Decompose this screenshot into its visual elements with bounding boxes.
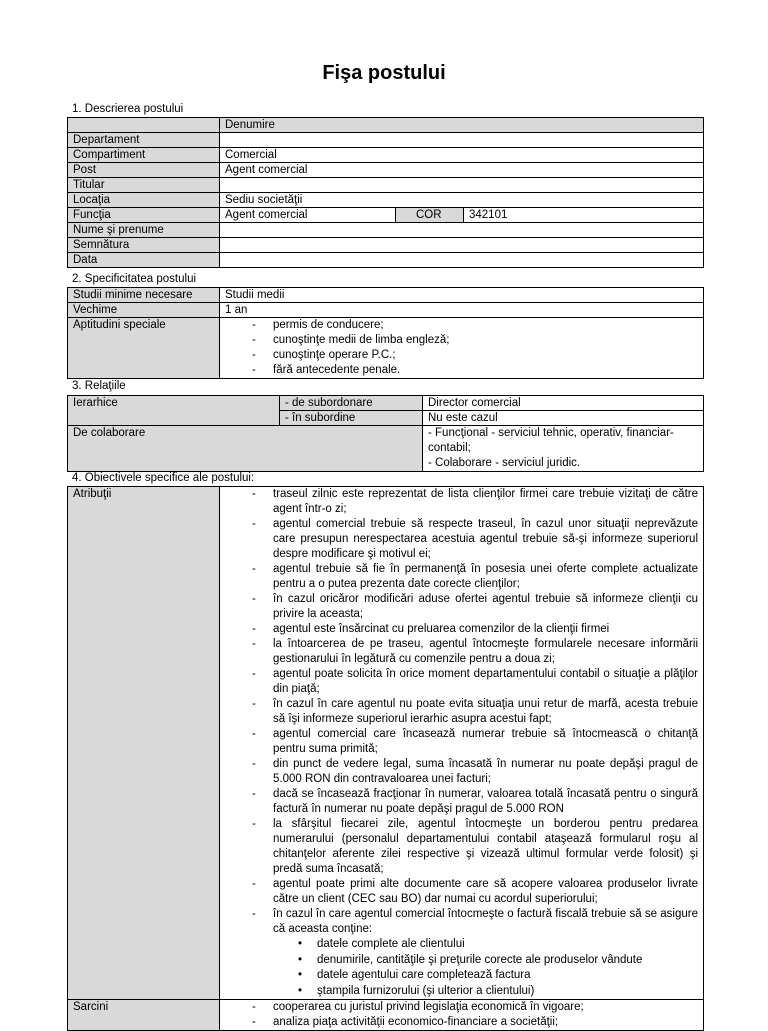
job-description-table	[67, 117, 704, 268]
list-item: - din punct de vedere legal, suma încasată în numerar nu poate depăşi pragul de 5.000 RON din contravaloarea unei facturi;	[225, 757, 698, 787]
studii-value: Studii medii	[220, 288, 704, 303]
row-label: Compartiment	[68, 148, 220, 163]
aptitudini-list	[225, 318, 698, 378]
list-item: - agentul trebuie să fie în permanenţă în posesia unei oferte complete actualizate pentru a o putea prezenta date corecte clienţilor;	[225, 562, 698, 592]
list-item: - agentul este însărcinat cu preluarea comenzilor de la clienţii firmei	[225, 622, 698, 637]
row-value: Comercial	[220, 148, 704, 163]
vechime-label: Vechime	[68, 303, 220, 318]
atributii-list	[225, 487, 698, 937]
row-label: Nume şi prenume	[68, 223, 220, 238]
factura-bullets	[225, 937, 698, 999]
row-value: Sediu societăţii	[220, 193, 704, 208]
row-label: Titular	[68, 178, 220, 193]
vechime-value: 1 an	[220, 303, 704, 318]
ierarhice-label: Ierarhice	[68, 396, 280, 426]
functia-label: Funcţia	[68, 208, 220, 223]
list-item: - în cazul oricăror modificări aduse ofertei agentul trebuie să informeze clienţii cu privire la aceasta;	[225, 592, 698, 622]
header-blank-cell	[68, 118, 220, 133]
cor-value: 342101	[464, 208, 704, 223]
row-label: Locaţia	[68, 193, 220, 208]
list-item: - agentul poate solicita în orice moment departamentului contabil o situaţie a plăţilor din piaţă;	[225, 667, 698, 697]
bullet-item: • datele agentului care completează factura	[225, 968, 698, 984]
section-1-heading: 1. Descrierea postului	[72, 103, 184, 115]
subordonare-label: - de subordonare	[280, 396, 423, 411]
list-item: - agentul comercial care încasează numerar trebuie să întocmească o chitanţă pentru suma primită;	[225, 727, 698, 757]
list-item: - în cazul în care agentul nu poate evita situaţia unui retur de marfă, acesta trebuie să îşi informeze superiorul ierarhic asupra acestui fapt;	[225, 697, 698, 727]
list-item: - cunoştinţe operare P.C.;	[225, 348, 698, 363]
row-value	[220, 223, 704, 238]
row-label: Semnătura	[68, 238, 220, 253]
list-item: - traseul zilnic este reprezentat de lista clienţilor firmei care trebuie vizitaţi de către agent într-o zi;	[225, 487, 698, 517]
page-title: Fişa postului	[322, 62, 446, 84]
objectives-table	[67, 486, 704, 1031]
row-label: Data	[68, 253, 220, 268]
row-value	[220, 133, 704, 148]
list-item: - agentul poate primi alte documente care să acopere valoarea produselor livrate către un client (CEC sau BO) dar numai cu acordul superiorului;	[225, 877, 698, 907]
functia-value: Agent comercial	[220, 208, 396, 223]
list-item: - cunoştinţe medii de limba engleză;	[225, 333, 698, 348]
atributii-label: Atribuţii	[68, 487, 220, 1000]
bullet-item: • ştampila furnizorului (şi ulterior a clientului)	[225, 984, 698, 1000]
list-item: - analiza piaţa activităţii economico-financiare a societăţii;	[225, 1015, 698, 1030]
in-subordine-value: Nu este cazul	[423, 411, 704, 426]
subordonare-value: Director comercial	[423, 396, 704, 411]
aptitudini-label: Aptitudini speciale	[68, 318, 220, 379]
list-item: - dacă se încasează fracţionar în numerar, valoarea totală încasată pentru o singură factură în numerar nu poate depăşi pragul de 5.000 RON	[225, 787, 698, 817]
list-item: - la întoarcerea de pe traseu, agentul întocmeşte formularele necesare informării gestionarului în legătură cu comenzile pentru a doua zi;	[225, 637, 698, 667]
specifications-table	[67, 287, 704, 379]
colaborare-line: - Colaborare - serviciul juridic.	[428, 457, 581, 469]
list-item: - fără antecedente penale.	[225, 363, 698, 378]
sarcini-list	[225, 1000, 698, 1030]
list-item: - la sfârşitul fiecarei zile, agentul întocmeşte un borderou pentru predarea numerarului (personalul departamentului contabil ataşează formularul roşu al chitanţelor aferente zilei respective şi vizează ultimul formular verde folosit) şi predă suma încasată;	[225, 817, 698, 877]
cor-label: COR	[396, 208, 464, 223]
list-item: - agentul comercial trebuie să respecte traseul, în cazul unor situaţii neprevăzute care presupun nerespectarea acestuia agentul trebuie să-şi informeze superiorul despre modificare şi motivul ei;	[225, 517, 698, 562]
list-item: - permis de conducere;	[225, 318, 698, 333]
list-item: - cooperarea cu juristul privind legislaţia economică în vigoare;	[225, 1000, 698, 1015]
colaborare-line: - Funcţional - serviciul tehnic, operativ, financiar-contabil;	[428, 427, 674, 454]
relations-table	[67, 395, 704, 472]
row-label: Departament	[68, 133, 220, 148]
colaborare-label: De colaborare	[68, 426, 423, 472]
section-4-heading: 4. Obiectivele specifice ale postului:	[72, 472, 255, 484]
bullet-item: • datele complete ale clientului	[225, 937, 698, 953]
section-2-heading: 2. Specificitatea postului	[72, 273, 197, 285]
row-value: Agent comercial	[220, 163, 704, 178]
in-subordine-label: - în subordine	[280, 411, 423, 426]
row-value	[220, 253, 704, 268]
header-denumire: Denumire	[220, 118, 704, 133]
sarcini-label: Sarcini	[68, 1000, 220, 1031]
row-value	[220, 238, 704, 253]
list-item: - în cazul în care agentul comercial întocmeşte o factură fiscală trebuie să se asigure că aceasta conţine:	[225, 907, 698, 937]
section-3-heading: 3. Relaţiile	[72, 380, 126, 392]
row-label: Post	[68, 163, 220, 178]
bullet-item: • denumirile, cantităţile şi preţurile corecte ale produselor vândute	[225, 953, 698, 969]
studii-label: Studii minime necesare	[68, 288, 220, 303]
row-value	[220, 178, 704, 193]
